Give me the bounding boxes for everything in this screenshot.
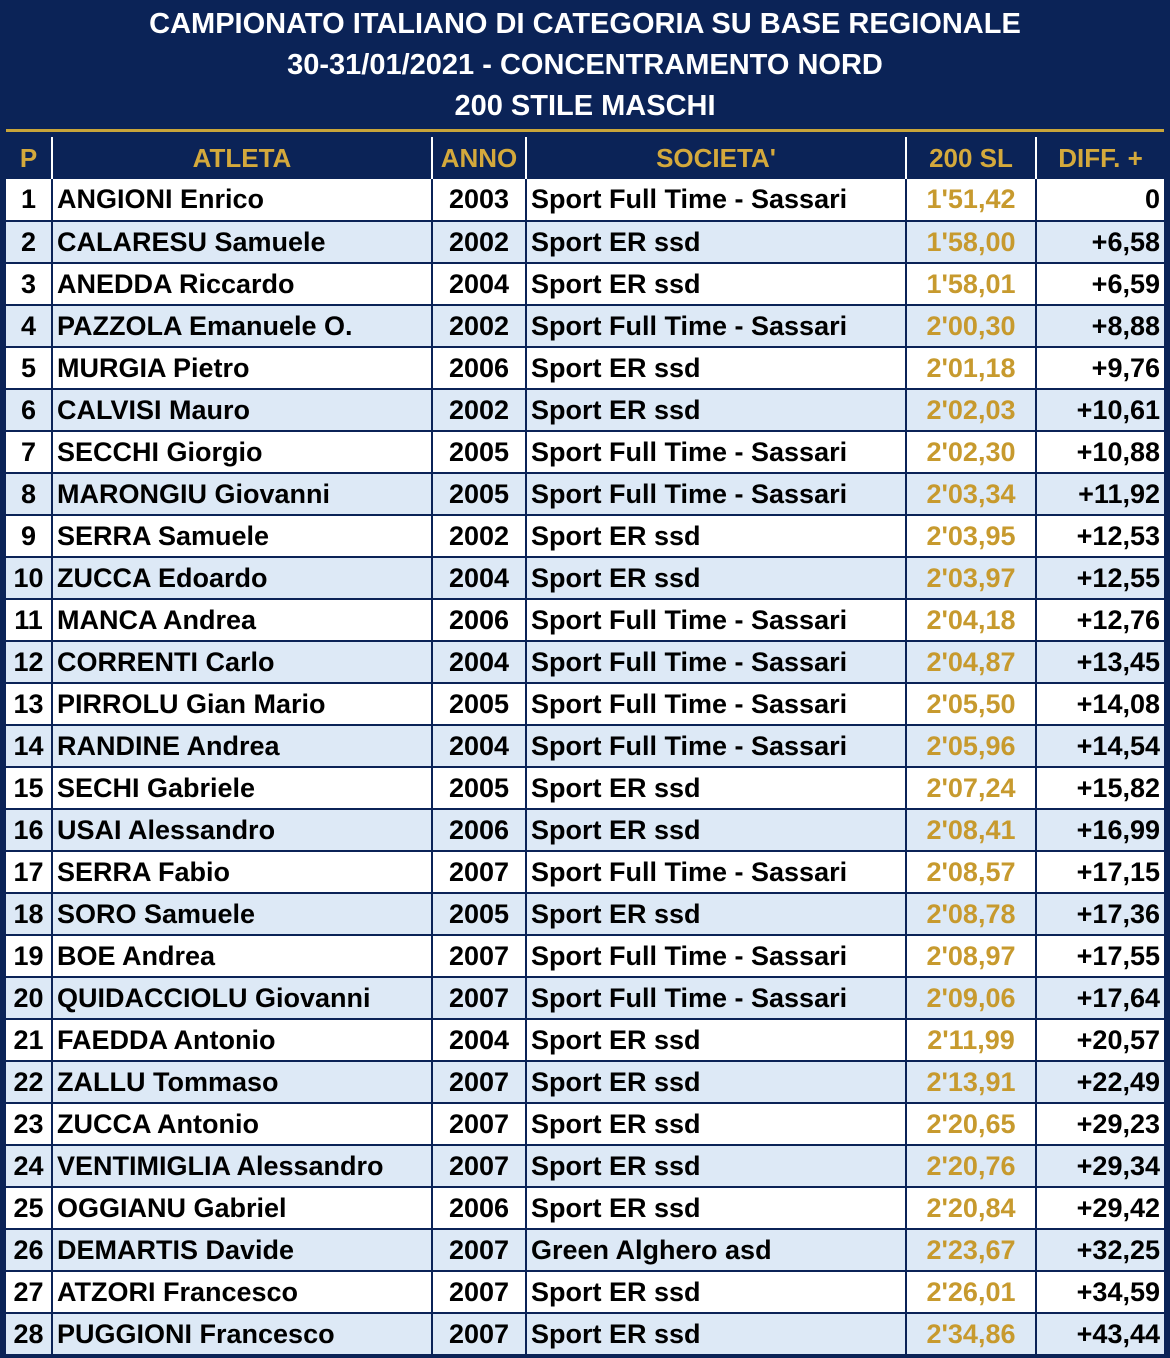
cell-diff: +9,76 — [1036, 347, 1164, 389]
cell-athlete: ZUCCA Edoardo — [52, 557, 432, 599]
cell-diff: +12,55 — [1036, 557, 1164, 599]
cell-diff: +29,42 — [1036, 1187, 1164, 1229]
cell-diff: +17,15 — [1036, 851, 1164, 893]
cell-athlete: PIRROLU Gian Mario — [52, 683, 432, 725]
table-row — [6, 935, 1164, 977]
cell-club: Sport ER ssd — [526, 767, 906, 809]
cell-position: 10 — [6, 557, 52, 599]
cell-time: 2'00,30 — [906, 305, 1036, 347]
cell-athlete: SORO Samuele — [52, 893, 432, 935]
cell-athlete: SERRA Fabio — [52, 851, 432, 893]
table-row — [6, 809, 1164, 851]
cell-athlete: CALVISI Mauro — [52, 389, 432, 431]
cell-diff: +12,53 — [1036, 515, 1164, 557]
cell-club: Sport Full Time - Sassari — [526, 977, 906, 1019]
cell-athlete: ZUCCA Antonio — [52, 1103, 432, 1145]
title-event: 200 STILE MASCHI — [454, 89, 716, 122]
cell-time: 2'23,67 — [906, 1229, 1036, 1271]
cell-club: Sport ER ssd — [526, 1103, 906, 1145]
cell-diff: +6,58 — [1036, 221, 1164, 263]
cell-position: 7 — [6, 431, 52, 473]
cell-diff: +6,59 — [1036, 263, 1164, 305]
cell-club: Sport ER ssd — [526, 557, 906, 599]
results-table-body — [6, 179, 1164, 1355]
cell-diff: +17,64 — [1036, 977, 1164, 1019]
cell-club: Sport Full Time - Sassari — [526, 641, 906, 683]
cell-position: 17 — [6, 851, 52, 893]
cell-athlete: ANGIONI Enrico — [52, 179, 432, 221]
cell-position: 25 — [6, 1187, 52, 1229]
col-header-year: ANNO — [432, 137, 526, 179]
cell-club: Sport ER ssd — [526, 1271, 906, 1313]
cell-time: 2'08,41 — [906, 809, 1036, 851]
cell-diff: +14,54 — [1036, 725, 1164, 767]
cell-athlete: VENTIMIGLIA Alessandro — [52, 1145, 432, 1187]
cell-time: 2'11,99 — [906, 1019, 1036, 1061]
cell-diff: +17,36 — [1036, 893, 1164, 935]
cell-club: Sport ER ssd — [526, 1019, 906, 1061]
cell-year: 2006 — [432, 1187, 526, 1229]
cell-club: Sport ER ssd — [526, 1145, 906, 1187]
cell-club: Sport Full Time - Sassari — [526, 473, 906, 515]
table-row — [6, 179, 1164, 221]
title-divider — [6, 129, 1164, 132]
cell-time: 2'20,65 — [906, 1103, 1036, 1145]
cell-position: 14 — [6, 725, 52, 767]
cell-time: 2'04,87 — [906, 641, 1036, 683]
table-row — [6, 683, 1164, 725]
table-row — [6, 641, 1164, 683]
cell-position: 13 — [6, 683, 52, 725]
cell-diff: +11,92 — [1036, 473, 1164, 515]
cell-position: 4 — [6, 305, 52, 347]
table-row — [6, 263, 1164, 305]
cell-athlete: ANEDDA Riccardo — [52, 263, 432, 305]
cell-athlete: QUIDACCIOLU Giovanni — [52, 977, 432, 1019]
cell-time: 1'58,01 — [906, 263, 1036, 305]
title-dates: 30-31/01/2021 - CONCENTRAMENTO NORD — [287, 48, 883, 81]
cell-position: 26 — [6, 1229, 52, 1271]
cell-athlete: MURGIA Pietro — [52, 347, 432, 389]
cell-time: 2'20,84 — [906, 1187, 1036, 1229]
cell-diff: +43,44 — [1036, 1313, 1164, 1355]
cell-athlete: BOE Andrea — [52, 935, 432, 977]
cell-year: 2006 — [432, 809, 526, 851]
cell-diff: +17,55 — [1036, 935, 1164, 977]
cell-year: 2004 — [432, 557, 526, 599]
cell-club: Green Alghero asd — [526, 1229, 906, 1271]
table-row — [6, 725, 1164, 767]
cell-club: Sport ER ssd — [526, 389, 906, 431]
cell-diff: +8,88 — [1036, 305, 1164, 347]
cell-position: 23 — [6, 1103, 52, 1145]
table-row — [6, 893, 1164, 935]
cell-athlete: PUGGIONI Francesco — [52, 1313, 432, 1355]
cell-diff: +22,49 — [1036, 1061, 1164, 1103]
cell-position: 24 — [6, 1145, 52, 1187]
table-row — [6, 851, 1164, 893]
cell-time: 2'01,18 — [906, 347, 1036, 389]
cell-club: Sport Full Time - Sassari — [526, 599, 906, 641]
table-row — [6, 221, 1164, 263]
cell-diff: +10,61 — [1036, 389, 1164, 431]
table-row — [6, 599, 1164, 641]
cell-year: 2007 — [432, 977, 526, 1019]
results-table — [6, 137, 1164, 1356]
cell-position: 19 — [6, 935, 52, 977]
table-row — [6, 473, 1164, 515]
cell-diff: +13,45 — [1036, 641, 1164, 683]
cell-athlete: CALARESU Samuele — [52, 221, 432, 263]
cell-time: 2'02,30 — [906, 431, 1036, 473]
cell-position: 22 — [6, 1061, 52, 1103]
cell-time: 2'03,97 — [906, 557, 1036, 599]
table-row — [6, 515, 1164, 557]
table-row — [6, 431, 1164, 473]
cell-position: 27 — [6, 1271, 52, 1313]
cell-position: 15 — [6, 767, 52, 809]
cell-club: Sport ER ssd — [526, 221, 906, 263]
cell-year: 2007 — [432, 1313, 526, 1355]
cell-club: Sport ER ssd — [526, 1313, 906, 1355]
table-row — [6, 347, 1164, 389]
table-row — [6, 1145, 1164, 1187]
cell-club: Sport ER ssd — [526, 515, 906, 557]
table-row — [6, 1271, 1164, 1313]
cell-year: 2004 — [432, 725, 526, 767]
cell-year: 2005 — [432, 767, 526, 809]
cell-position: 11 — [6, 599, 52, 641]
cell-time: 2'04,18 — [906, 599, 1036, 641]
cell-position: 2 — [6, 221, 52, 263]
cell-diff: +34,59 — [1036, 1271, 1164, 1313]
cell-time: 2'03,34 — [906, 473, 1036, 515]
cell-year: 2007 — [432, 935, 526, 977]
cell-position: 28 — [6, 1313, 52, 1355]
cell-diff: +15,82 — [1036, 767, 1164, 809]
cell-position: 16 — [6, 809, 52, 851]
cell-athlete: ZALLU Tommaso — [52, 1061, 432, 1103]
cell-time: 2'08,97 — [906, 935, 1036, 977]
cell-time: 1'58,00 — [906, 221, 1036, 263]
cell-time: 2'08,78 — [906, 893, 1036, 935]
cell-athlete: SERRA Samuele — [52, 515, 432, 557]
cell-club: Sport Full Time - Sassari — [526, 179, 906, 221]
cell-year: 2007 — [432, 1229, 526, 1271]
cell-time: 2'26,01 — [906, 1271, 1036, 1313]
cell-athlete: MARONGIU Giovanni — [52, 473, 432, 515]
cell-athlete: SECHI Gabriele — [52, 767, 432, 809]
cell-club: Sport ER ssd — [526, 893, 906, 935]
cell-year: 2007 — [432, 1271, 526, 1313]
table-row — [6, 1019, 1164, 1061]
cell-position: 20 — [6, 977, 52, 1019]
cell-year: 2002 — [432, 221, 526, 263]
results-table-header — [6, 137, 1164, 179]
cell-club: Sport ER ssd — [526, 347, 906, 389]
cell-club: Sport Full Time - Sassari — [526, 725, 906, 767]
cell-diff: +14,08 — [1036, 683, 1164, 725]
cell-athlete: USAI Alessandro — [52, 809, 432, 851]
cell-club: Sport ER ssd — [526, 1187, 906, 1229]
cell-year: 2002 — [432, 515, 526, 557]
col-header-time: 200 SL — [906, 137, 1036, 179]
cell-year: 2007 — [432, 851, 526, 893]
table-row — [6, 1313, 1164, 1355]
cell-position: 5 — [6, 347, 52, 389]
cell-year: 2005 — [432, 683, 526, 725]
cell-time: 2'05,50 — [906, 683, 1036, 725]
table-row — [6, 1103, 1164, 1145]
cell-year: 2005 — [432, 431, 526, 473]
cell-time: 2'08,57 — [906, 851, 1036, 893]
cell-diff: +29,34 — [1036, 1145, 1164, 1187]
cell-position: 1 — [6, 179, 52, 221]
cell-club: Sport Full Time - Sassari — [526, 683, 906, 725]
cell-athlete: MANCA Andrea — [52, 599, 432, 641]
cell-time: 2'02,03 — [906, 389, 1036, 431]
cell-position: 9 — [6, 515, 52, 557]
cell-year: 2002 — [432, 389, 526, 431]
table-row — [6, 1187, 1164, 1229]
cell-year: 2006 — [432, 347, 526, 389]
cell-position: 3 — [6, 263, 52, 305]
cell-year: 2002 — [432, 305, 526, 347]
table-row — [6, 557, 1164, 599]
cell-athlete: FAEDDA Antonio — [52, 1019, 432, 1061]
cell-year: 2003 — [432, 179, 526, 221]
col-header-athlete: ATLETA — [52, 137, 432, 179]
table-row — [6, 977, 1164, 1019]
cell-time: 2'34,86 — [906, 1313, 1036, 1355]
cell-year: 2004 — [432, 641, 526, 683]
col-header-diff: DIFF. + — [1036, 137, 1164, 179]
cell-athlete: RANDINE Andrea — [52, 725, 432, 767]
cell-athlete: CORRENTI Carlo — [52, 641, 432, 683]
cell-year: 2007 — [432, 1145, 526, 1187]
cell-time: 2'20,76 — [906, 1145, 1036, 1187]
cell-year: 2004 — [432, 1019, 526, 1061]
cell-diff: +32,25 — [1036, 1229, 1164, 1271]
title-block — [0, 0, 1170, 130]
cell-year: 2004 — [432, 263, 526, 305]
cell-club: Sport Full Time - Sassari — [526, 305, 906, 347]
cell-athlete: OGGIANU Gabriel — [52, 1187, 432, 1229]
cell-time: 2'05,96 — [906, 725, 1036, 767]
table-row — [6, 389, 1164, 431]
cell-year: 2006 — [432, 599, 526, 641]
col-header-position: P — [6, 137, 52, 179]
cell-athlete: PAZZOLA Emanuele O. — [52, 305, 432, 347]
table-row — [6, 305, 1164, 347]
cell-year: 2007 — [432, 1061, 526, 1103]
title-championship: CAMPIONATO ITALIANO DI CATEGORIA SU BASE REGIONALE — [149, 7, 1021, 40]
cell-club: Sport ER ssd — [526, 1061, 906, 1103]
cell-club: Sport Full Time - Sassari — [526, 431, 906, 473]
cell-club: Sport Full Time - Sassari — [526, 935, 906, 977]
cell-diff: +12,76 — [1036, 599, 1164, 641]
cell-position: 8 — [6, 473, 52, 515]
cell-time: 1'51,42 — [906, 179, 1036, 221]
table-row — [6, 1229, 1164, 1271]
cell-position: 6 — [6, 389, 52, 431]
cell-club: Sport Full Time - Sassari — [526, 851, 906, 893]
cell-position: 21 — [6, 1019, 52, 1061]
col-header-club: SOCIETA' — [526, 137, 906, 179]
cell-diff: 0 — [1036, 179, 1164, 221]
cell-time: 2'13,91 — [906, 1061, 1036, 1103]
cell-club: Sport ER ssd — [526, 809, 906, 851]
table-row — [6, 767, 1164, 809]
cell-athlete: DEMARTIS Davide — [52, 1229, 432, 1271]
cell-diff: +10,88 — [1036, 431, 1164, 473]
cell-athlete: SECCHI Giorgio — [52, 431, 432, 473]
cell-position: 12 — [6, 641, 52, 683]
table-row — [6, 1061, 1164, 1103]
cell-time: 2'09,06 — [906, 977, 1036, 1019]
cell-diff: +16,99 — [1036, 809, 1164, 851]
cell-year: 2005 — [432, 893, 526, 935]
cell-position: 18 — [6, 893, 52, 935]
cell-year: 2005 — [432, 473, 526, 515]
cell-diff: +29,23 — [1036, 1103, 1164, 1145]
cell-time: 2'03,95 — [906, 515, 1036, 557]
cell-year: 2007 — [432, 1103, 526, 1145]
cell-athlete: ATZORI Francesco — [52, 1271, 432, 1313]
cell-time: 2'07,24 — [906, 767, 1036, 809]
cell-club: Sport ER ssd — [526, 263, 906, 305]
cell-diff: +20,57 — [1036, 1019, 1164, 1061]
